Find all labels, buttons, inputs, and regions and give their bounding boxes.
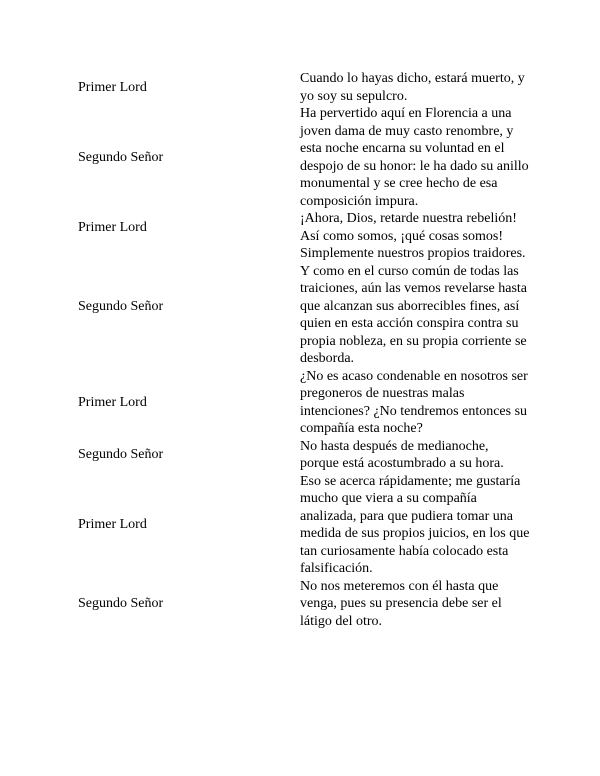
dialogue-line: ¿No es acaso condenable en nosotros ser pregoneros de nuestras malas intenciones? ¿No tendremos entonces su compañía esta noche? [300, 368, 528, 436]
dialogue-row [78, 578, 538, 631]
speaker-name: Segundo Señor [78, 298, 164, 314]
dialogue-row [78, 70, 538, 105]
speaker-name: Primer Lord [78, 517, 147, 533]
dialogue-line: Ha pervertido aquí en Florencia a una joven dama de muy casto renombre, y esta noche encarna su voluntad en el despojo de su honor: le ha dado su anillo monumental y se cree hecho de esa composición impura. [300, 106, 529, 209]
dialogue-line: Cuando lo hayas dicho, estará muerto, y yo soy su sepulcro. [300, 71, 525, 104]
dialogue-row [78, 368, 538, 438]
dialogue-row [78, 245, 538, 368]
dialogue-row [78, 473, 538, 578]
speaker-name: Segundo Señor [78, 447, 164, 463]
speaker-name: Primer Lord [78, 219, 147, 235]
speaker-name: Primer Lord [78, 394, 147, 410]
dialogue-line: Eso se acerca rápidamente; me gustaría mucho que viera a su compañía analizada, para que pudiera tomar una medida de sus propios juicios, en los que tan curiosamente había colocado esta falsificación. [300, 473, 530, 576]
speaker-name: Segundo Señor [78, 149, 164, 165]
dialogue-line: No nos meteremos con él hasta que venga, pues su presencia debe ser el látigo del otro. [300, 578, 502, 629]
dialogue-line: ¡Ahora, Dios, retarde nuestra rebelión! Así como somos, ¡qué cosas somos! [300, 211, 517, 244]
speaker-name: Segundo Señor [78, 596, 164, 611]
dialogue-row [78, 210, 538, 245]
dialogue-row [78, 438, 538, 473]
speaker-name: Primer Lord [78, 79, 147, 95]
dialogue-line: Simplemente nuestros propios traidores. Y como en el curso común de todas las traiciones, aún las vemos revelarse hasta que alcanzan sus aborrecibles fines, así quien en esta acción conspira contra su propia nobleza, en su propia corriente se desborda. [300, 246, 528, 366]
dialogue-row [78, 105, 538, 210]
dialogue-table [78, 70, 538, 630]
dialogue-line: No hasta después de medianoche, porque está acostumbrado a su hora. [300, 438, 504, 471]
